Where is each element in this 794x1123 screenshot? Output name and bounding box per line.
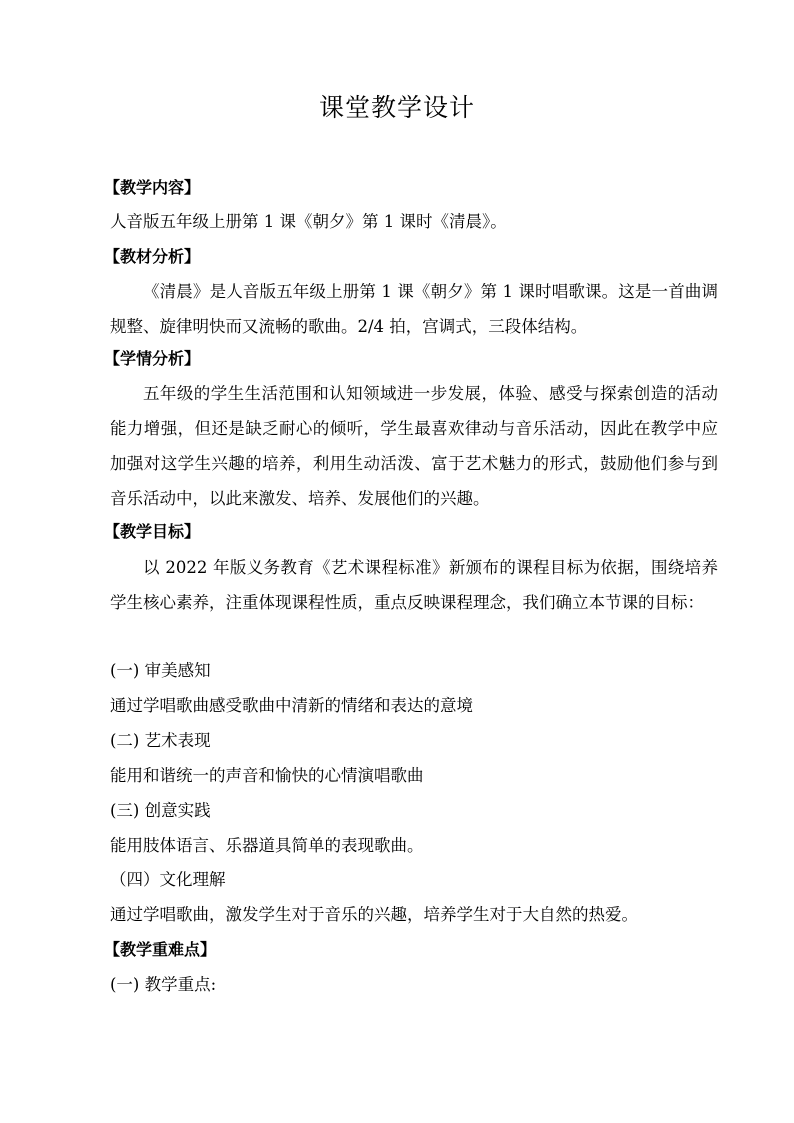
heading-teaching-content: 【教学内容】: [104, 178, 201, 197]
material-analysis-text: 《清晨》是人音版五年级上册第 1 课《朝夕》第 1 课时唱歌课。这是一首曲调规整、旋律明快而又流畅的歌曲。2/4 拍，宫调式，三段体结构。: [110, 282, 718, 336]
goal-label-culture: （四）文化理解: [110, 870, 226, 889]
goal-label-expression: (二) 艺术表现: [110, 731, 211, 750]
goal-text-aesthetic: 通过学唱歌曲感受歌曲中清新的情绪和表达的意境: [110, 696, 473, 715]
goal-label-aesthetic: (一) 审美感知: [110, 661, 211, 680]
goal-text-expression: 能用和谐统一的声音和愉快的心情演唱歌曲: [110, 766, 424, 785]
teaching-content-text: 人音版五年级上册第 1 课《朝夕》第 1 课时《清晨》。: [110, 212, 507, 231]
heading-student-analysis: 【学情分析】: [104, 349, 201, 368]
heading-key-points: 【教学重难点】: [104, 940, 217, 959]
student-analysis-text: 五年级的学生生活范围和认知领域进一步发展，体验、感受与探索创造的活动能力增强，但还是缺乏耐心的倾听，学生最喜欢律动与音乐活动，因此在教学中应加强对这学生兴趣的培养，利用生动活泼、富于艺术魅力的形式，鼓励他们参与到音乐活动中，以此来激发、培养、发展他们的兴趣。: [110, 384, 718, 508]
heading-teaching-goals: 【教学目标】: [104, 522, 201, 541]
teaching-goals-intro: 以 2022 年版义务教育《艺术课程标准》新颁布的课程目标为依据，围绕培养学生核心素养，注重体现课程性质，重点反映课程理念，我们确立本节课的目标：: [110, 558, 718, 612]
goal-text-culture: 通过学唱歌曲，激发学生对于音乐的兴趣，培养学生对于大自然的热爱。: [110, 905, 638, 924]
key-points-sub-label: (一) 教学重点:: [110, 975, 217, 994]
heading-material-analysis: 【教材分析】: [104, 247, 201, 266]
page-title: 课堂教学设计: [318, 93, 475, 122]
goal-label-practice: (三) 创意实践: [110, 801, 211, 820]
goal-text-practice: 能用肢体语言、乐器道具简单的表现歌曲。: [110, 836, 424, 855]
